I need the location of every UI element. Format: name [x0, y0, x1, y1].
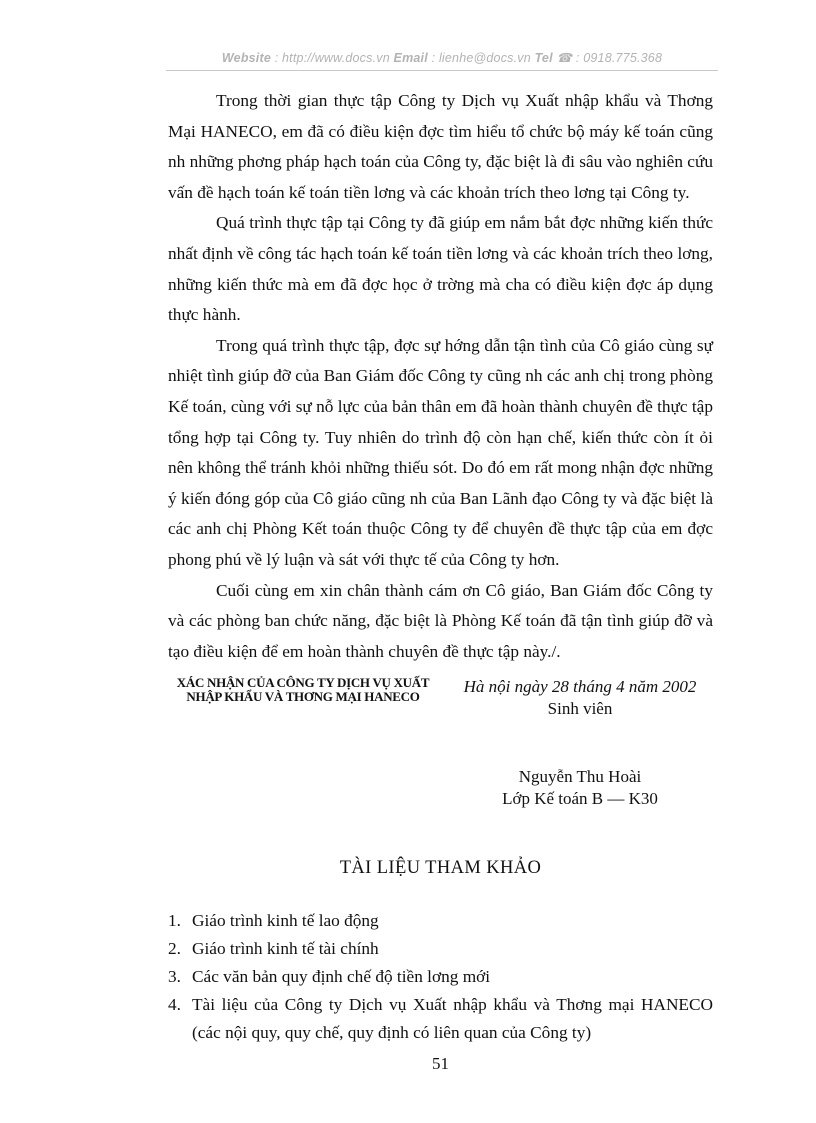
reference-text: Tài liệu của Công ty Dịch vụ Xuất nhập khẩu và Thơng mại HANECO (các nội quy, quy chế, quy định có liên quan của Công ty): [192, 995, 713, 1042]
email-value: : lienhe@docs.vn: [431, 51, 531, 65]
reference-item: [168, 907, 713, 935]
reference-text: Giáo trình kinh tế tài chính: [192, 939, 379, 958]
document-body: [168, 86, 713, 667]
reference-item: [168, 991, 713, 1047]
signature-role: Sinh viên: [547, 699, 613, 718]
reference-text: Các văn bản quy định chế độ tiền lơng mới: [192, 967, 491, 986]
student-name: Nguyễn Thu Hoài: [518, 767, 642, 786]
paragraph-3: Trong quá trình thực tập, đợc sự hớng dẫn tận tình của Cô giáo cùng sự nhiệt tình giúp đỡ của Ban Giám đốc Công ty cũng nh các anh chị trong phòng Kế toán, cùng với sự nỗ lực của bản thân em đã hoàn thành chuyên đề thực tập tổng hợp tại Công ty. Tuy nhiên do trình độ còn hạn chế, kiến thức còn ít ỏi nên không thể tránh khỏi những thiếu sót. Do đó em rất mong nhận đợc những ý kiến đóng góp của Cô giáo cũng nh của Ban Lãnh đạo Công ty và đặc biệt là các anh chị Phòng Kết toán thuộc Công ty để chuyên đề thực tập của em đợc phong phú về lý luận và sát với thực tế của Công ty hơn.: [168, 335, 713, 569]
reference-number: 2.: [168, 939, 181, 958]
references-list: [168, 907, 713, 1047]
reference-item: [168, 935, 713, 963]
paragraph-1: Trong thời gian thực tập Công ty Dịch vụ Xuất nhập khẩu và Thơng Mại HANECO, em đã có điều kiện đợc tìm hiểu tổ chức bộ máy kế toán cũng nh những phơng pháp hạch toán của Công ty, đặc biệt là đi sâu vào nghiên cứu vấn đề hạch toán kế toán tiền lơng và các khoản trích theo lơng tại Công ty.: [168, 91, 713, 202]
page-header: [166, 50, 718, 65]
student-signature-block: [444, 676, 716, 720]
reference-number: 3.: [168, 967, 181, 986]
student-info: [470, 766, 690, 810]
tel-value: ☎ : 0918.775.368: [556, 51, 663, 65]
signature-date: Hà nội ngày 28 tháng 4 năm 2002: [463, 677, 697, 696]
paragraph-2: Quá trình thực tập tại Công ty đã giúp em nắm bắt đợc những kiến thức nhất định về công tác hạch toán kế toán tiền lơng và các khoản trích theo lơng, những kiến thức mà em đã đợc học ở trờng mà cha có điều kiện đợc áp dụng thực hành.: [168, 213, 713, 325]
company-confirmation: XÁC NHẬN CỦA CÔNG TY DỊCH VỤ XUẤT NHẬP KHẨU VÀ THƠNG MẠI HANECO: [176, 675, 430, 704]
header-divider: [166, 70, 718, 71]
website-label: Website: [221, 51, 271, 65]
reference-number: 4.: [168, 995, 181, 1014]
references-title: TÀI LIỆU THAM KHẢO: [339, 858, 542, 878]
tel-label: Tel: [534, 51, 553, 65]
email-label: Email: [393, 51, 428, 65]
reference-number: 1.: [168, 911, 181, 930]
paragraph-4: Cuối cùng em xin chân thành cám ơn Cô giáo, Ban Giám đốc Công ty và các phòng ban chức năng, đặc biệt là Phòng Kế toán đã tận tình giúp đỡ và tạo điều kiện để em hoàn thành chuyên đề thực tập này./.: [168, 580, 713, 661]
reference-item: [168, 963, 713, 991]
website-value: : http://www.docs.vn: [274, 51, 390, 65]
page-number: 51: [432, 1054, 449, 1073]
student-class: Lớp Kế toán B — K30: [502, 789, 658, 808]
reference-text: Giáo trình kinh tế lao động: [192, 911, 379, 930]
